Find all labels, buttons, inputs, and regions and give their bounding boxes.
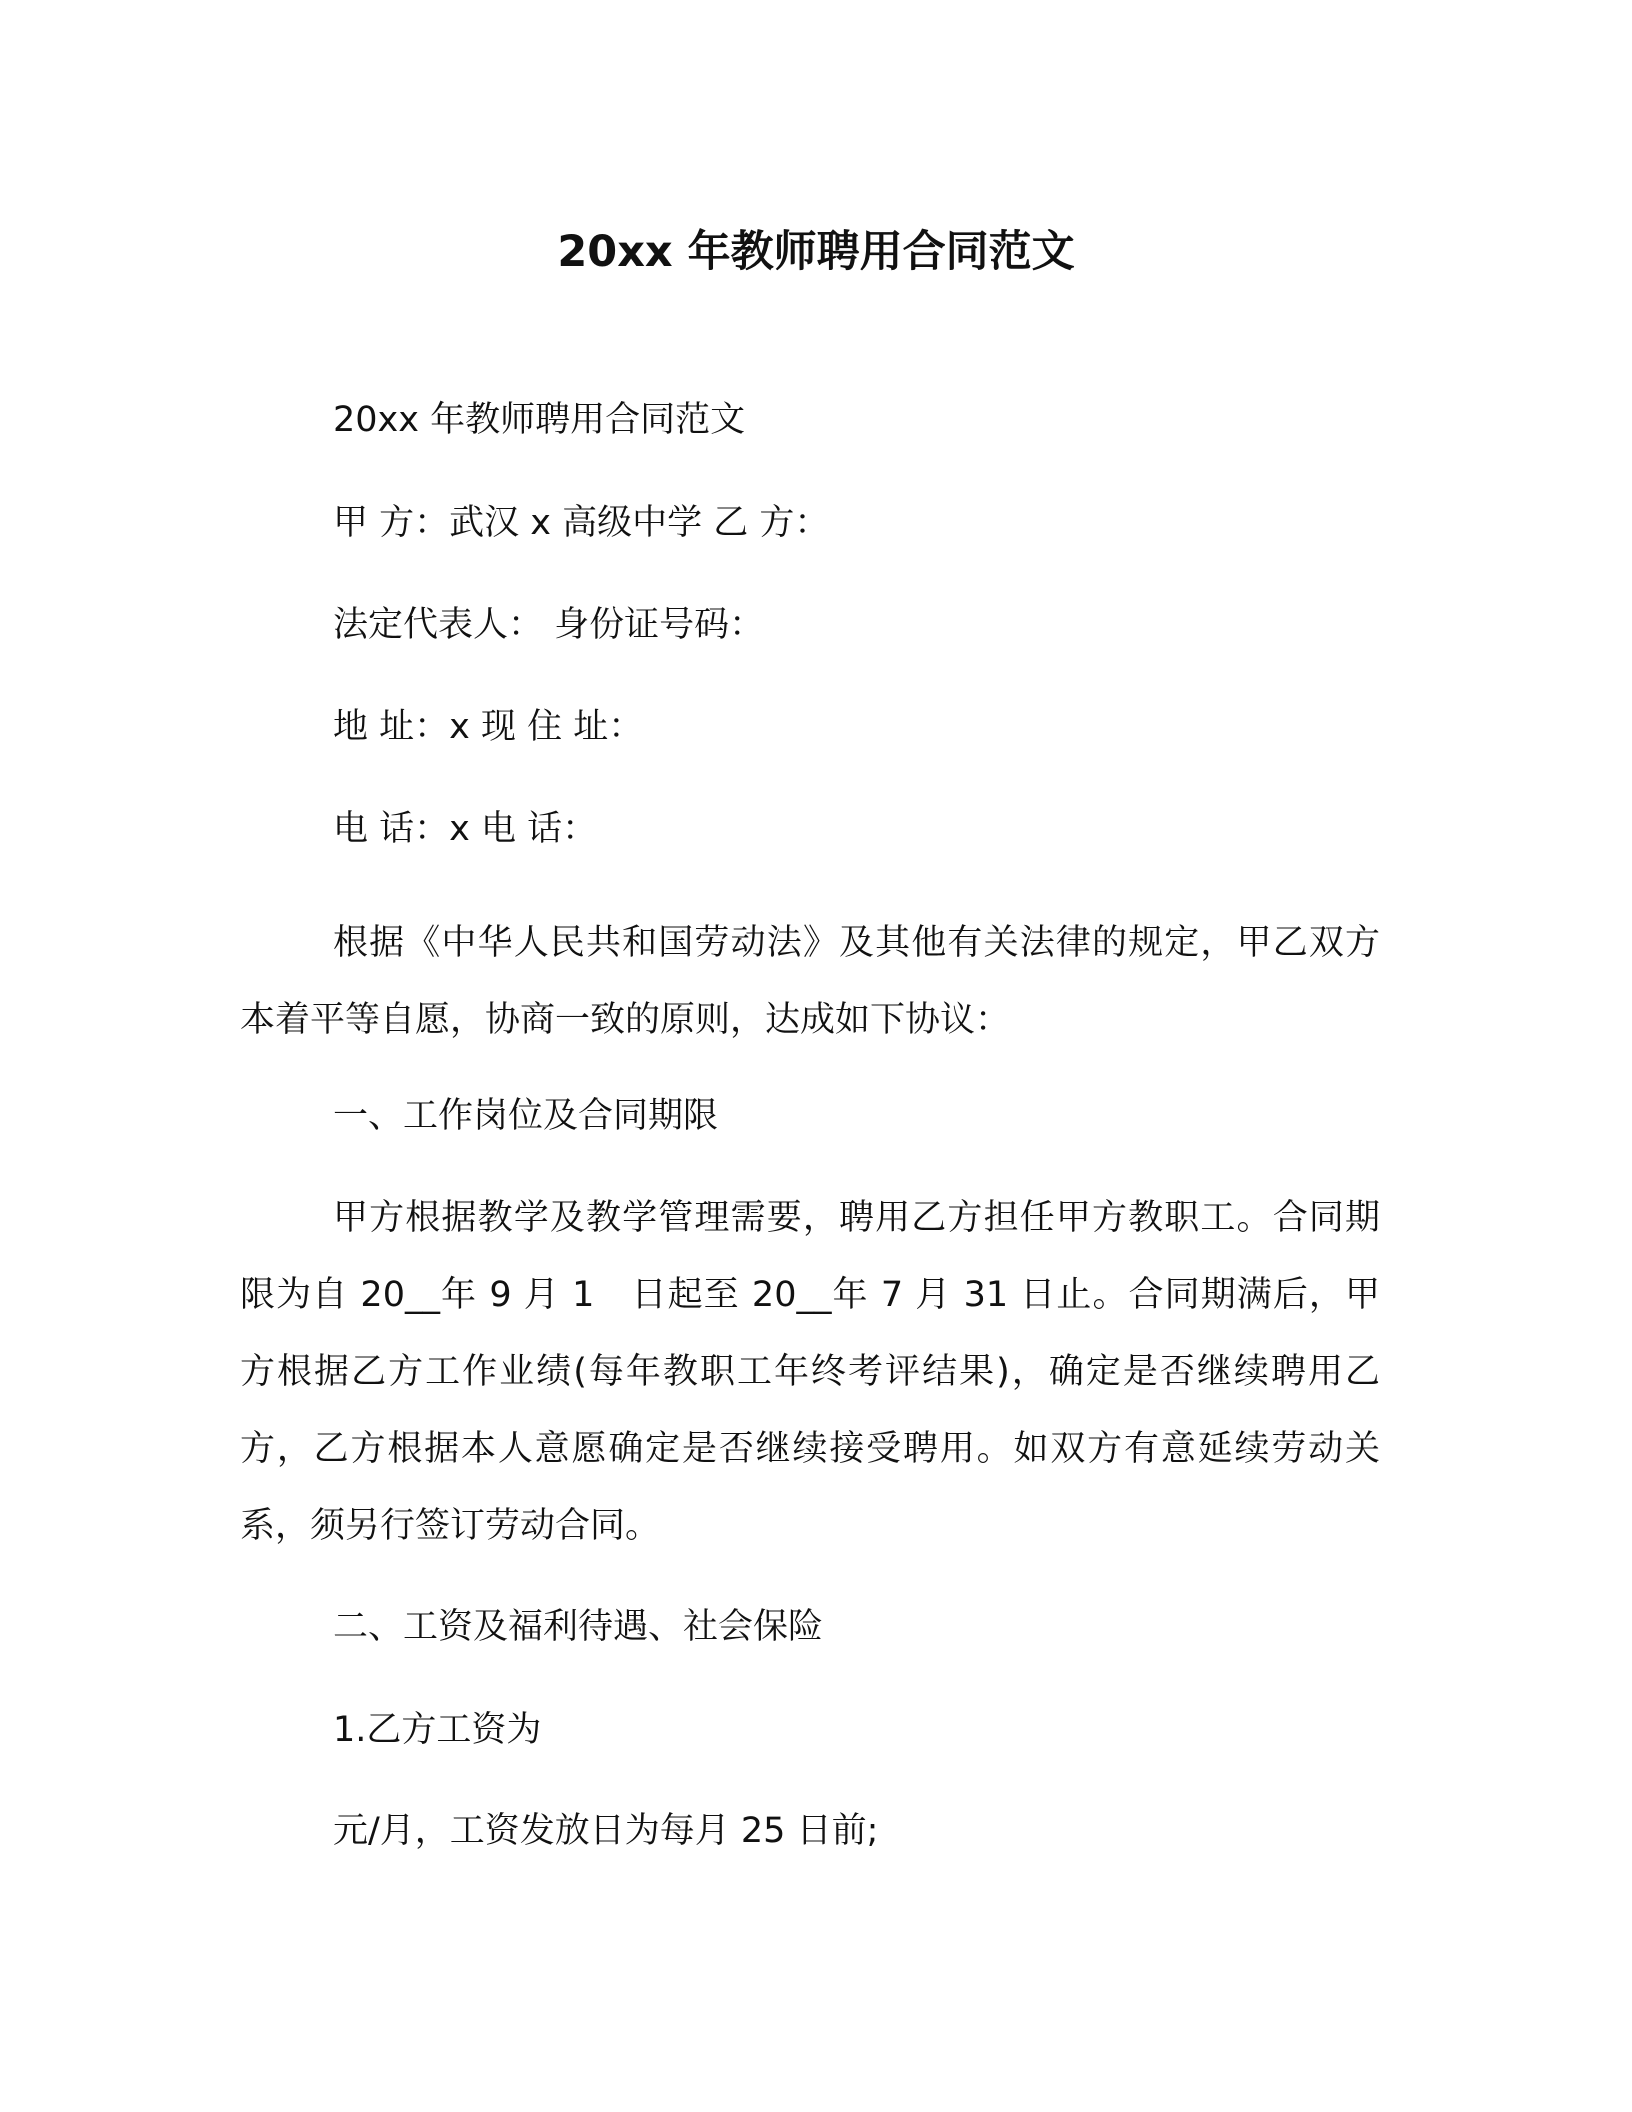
- representative-line: 法定代表人： 身份证号码：: [333, 605, 765, 645]
- address-line: 地 址：x 现 住 址：: [333, 707, 644, 747]
- party-a-line: 甲 方：武汉 x 高级中学 乙 方：: [333, 503, 830, 543]
- section-2-heading: 二、工资及福利待遇、社会保险: [333, 1607, 824, 1647]
- document-subtitle: 20xx 年教师聘用合同范文: [333, 400, 746, 440]
- section-1-paragraph: 甲方根据教学及教学管理需要，聘用乙方担任甲方教职工。合同期限为自 20__年 9 月 1 日起至 20__年 7 月 31 日止。合同期满后，甲方根据乙方工作业绩(每年教职工年终考评结果)，确定是否继续聘用乙方，乙方根据本人意愿确定是否继续接受聘用。如双方有意延续劳动关系，须另行签订劳动合同。: [240, 1198, 1380, 1546]
- phone-line: 电 话：x 电 话：: [333, 809, 598, 849]
- salary-item: 1.乙方工资为: [333, 1710, 542, 1750]
- document-title: 20xx 年教师聘用合同范文: [557, 227, 1075, 277]
- salary-detail: 元/月，工资发放日为每月 25 日前;: [333, 1811, 879, 1851]
- section-1-heading: 一、工作岗位及合同期限: [333, 1096, 719, 1136]
- intro-paragraph: 根据《中华人民共和国劳动法》及其他有关法律的规定，甲乙双方本着平等自愿，协商一致的原则，达成如下协议：: [240, 923, 1380, 1040]
